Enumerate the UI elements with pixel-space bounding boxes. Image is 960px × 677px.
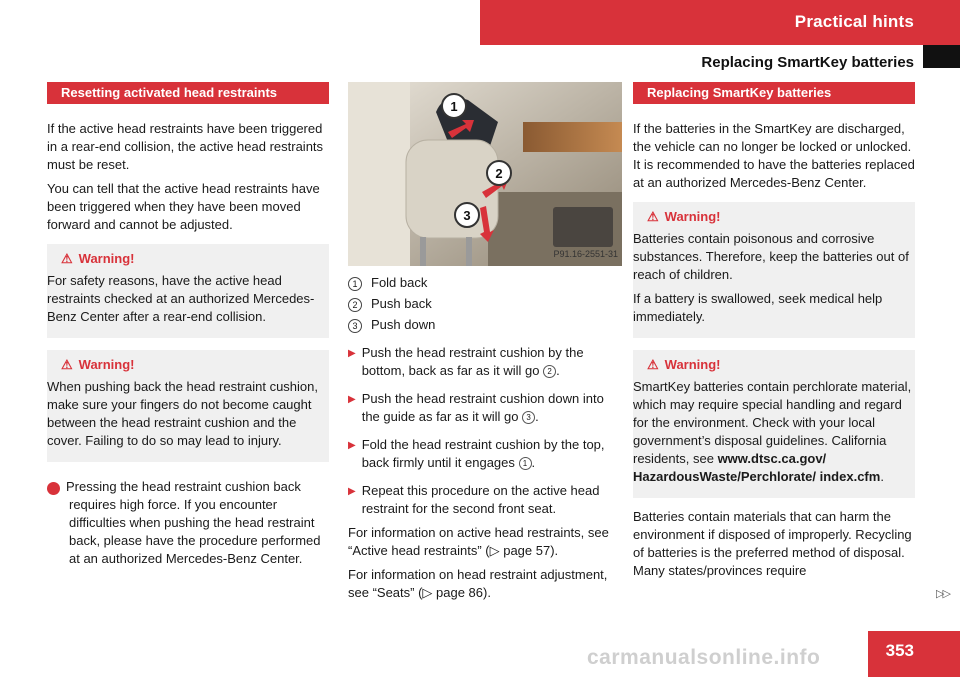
warning-text: For safety reasons, have the active head restraints checked at an authorized Mercedes-Benz Center after a rear-end collision. bbox=[47, 273, 315, 324]
warning-text: When pushing back the head restraint cushion, make sure your fingers do not become caught between the head restraint cushion and the cover. Failing to do so may lead to injury. bbox=[47, 379, 319, 448]
head-restraint-photo bbox=[348, 82, 622, 266]
section-title: Practical hints bbox=[794, 12, 914, 31]
step-arrow-icon: ▶ bbox=[348, 394, 356, 405]
paragraph: Batteries contain materials that can harm the environment if disposed of improperly. Recycling of batteries is the preferred method of disposal. Many states/provinces require bbox=[633, 509, 912, 578]
legend-item: 2 Push back bbox=[348, 295, 622, 313]
warning-title: ⚠ Warning! bbox=[647, 357, 721, 372]
instruction-step: ▶ Fold the head restraint cushion by the top, back firmly until it engages 1 . bbox=[348, 437, 605, 470]
warning-triangle-icon: ⚠ bbox=[61, 357, 73, 372]
cross-reference: For information on active head restraints, see “Active head restraints” (▷ page 57). bbox=[348, 525, 609, 558]
instruction-step: ▶ Push the head restraint cushion down into the guide as far as it will go 3 . bbox=[348, 391, 604, 424]
head-restraint-illustration bbox=[348, 82, 622, 266]
step-arrow-icon: ▶ bbox=[348, 348, 356, 359]
warning-triangle-icon: ⚠ bbox=[61, 251, 73, 266]
legend-item: 3 Push down bbox=[348, 316, 622, 334]
heading-reset-restraints: Resetting activated head restraints bbox=[47, 82, 329, 104]
step-arrow-icon: ▶ bbox=[348, 440, 356, 451]
column-left bbox=[41, 82, 329, 568]
warning-title: ⚠ Warning! bbox=[61, 251, 135, 266]
warning-triangle-icon: ⚠ bbox=[647, 357, 659, 372]
paragraph: If the active head restraints have been triggered in a rear-end collision, the active head restraints must be reset. bbox=[47, 121, 324, 172]
warning-text: Batteries contain poisonous and corrosive substances. Therefore, keep the batteries out of reach of children. bbox=[633, 231, 909, 282]
step-arrow-icon: ▶ bbox=[348, 486, 356, 497]
column-middle bbox=[348, 82, 622, 608]
continue-marker: ▷▷ bbox=[936, 588, 949, 600]
info-icon: i bbox=[47, 482, 60, 495]
warning-box bbox=[633, 202, 915, 338]
page-number: 353 bbox=[885, 641, 914, 660]
warning-box bbox=[633, 350, 915, 498]
figure-legend bbox=[348, 274, 622, 334]
heading-replace-batteries: Replacing SmartKey batteries bbox=[633, 82, 915, 104]
page-number-box bbox=[868, 631, 960, 677]
paragraph: If the batteries in the SmartKey are discharged, the vehicle can no longer be locked or unlocked. It is recommended to have the batteries replaced at an authorized Mercedes-Benz Center. bbox=[633, 121, 915, 190]
info-note: i Pressing the head restraint cushion back requires high force. If you encounter difficulties when pushing the head restraint back, please have the procedure performed at an authorized Mercedes-Benz Center. bbox=[41, 479, 321, 566]
legend-item: 1 Fold back bbox=[348, 274, 622, 292]
callout-1-label: 1 bbox=[450, 99, 458, 114]
paragraph: You can tell that the active head restraints have been triggered when they have been moved forward and cannot be adjusted. bbox=[47, 181, 320, 232]
perchlorate-link[interactable]: www.dtsc.ca.gov/ HazardousWaste/Perchlorate/ index.cfm bbox=[633, 451, 881, 484]
callout-2-label: 2 bbox=[495, 166, 503, 181]
warning-title: ⚠ Warning! bbox=[647, 209, 721, 224]
instruction-step: ▶ Repeat this procedure on the active head restraint for the second front seat. bbox=[348, 483, 600, 516]
cross-reference: For information on head restraint adjustment, see “Seats” (▷ page 86). bbox=[348, 567, 608, 600]
warning-box bbox=[47, 244, 329, 338]
subsection-title: Replacing SmartKey batteries bbox=[701, 54, 914, 71]
header-tab bbox=[923, 45, 960, 68]
warning-text: SmartKey batteries contain perchlorate material, which may require special handling and regard for the environment. Check with your local government’s disposal guidelines. California residents, see www.dtsc.ca.gov/ HazardousWaste/Perchlorate/ index.cfm. bbox=[633, 379, 912, 484]
watermark: carmanualsonline.info bbox=[587, 646, 821, 669]
warning-box bbox=[47, 350, 329, 462]
warning-text: If a battery is swallowed, seek medical help immediately. bbox=[633, 291, 883, 324]
instruction-step: ▶ Push the head restraint cushion by the bottom, back as far as it will go 2 . bbox=[348, 345, 584, 378]
warning-triangle-icon: ⚠ bbox=[647, 209, 659, 224]
figure-code: P91.16-2551-31 bbox=[553, 249, 618, 259]
column-right bbox=[633, 82, 915, 586]
warning-title: ⚠ Warning! bbox=[61, 357, 135, 372]
callout-3-label: 3 bbox=[463, 208, 471, 223]
